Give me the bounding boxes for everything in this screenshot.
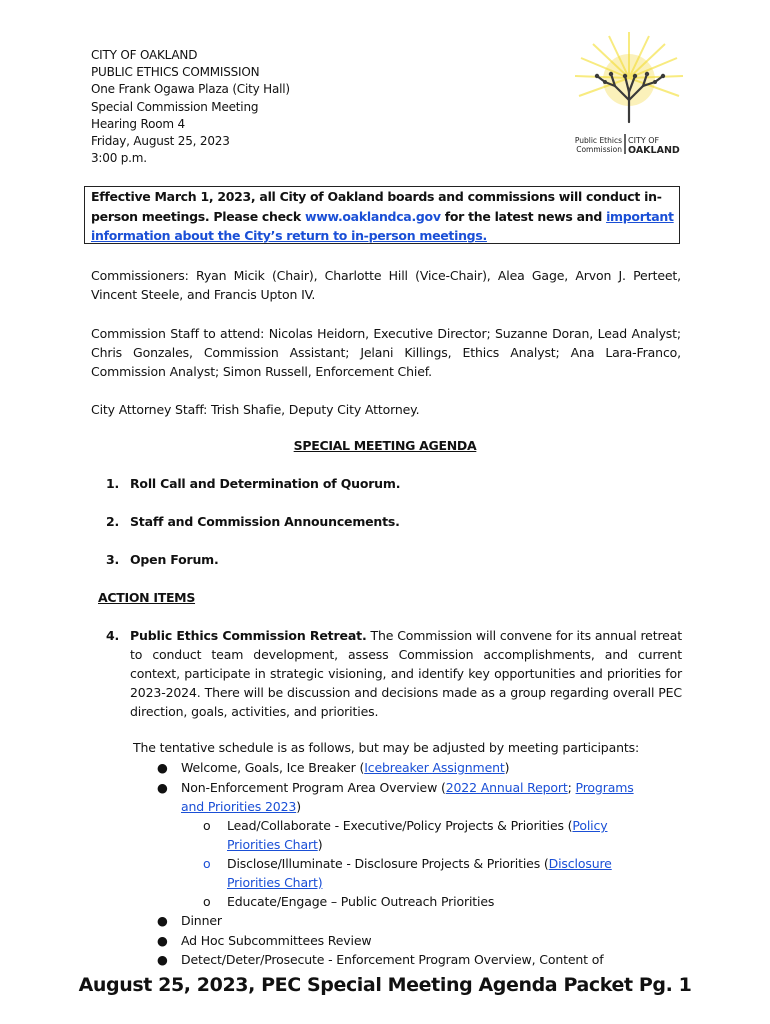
- sub-bullet-marker: o: [203, 894, 211, 909]
- sub-bullet-text: Educate/Engage – Public Outreach Priorities: [227, 894, 495, 909]
- item4-title: Public Ethics Commission Retreat.: [130, 628, 367, 643]
- programs-priorities-link[interactable]: Programs: [575, 780, 634, 795]
- agenda-item-4: [106, 626, 682, 721]
- oaklandca-link[interactable]: www.oaklandca.gov: [305, 208, 441, 224]
- bullet-welcome: [157, 759, 510, 778]
- sub-bullet-marker: o: [203, 856, 211, 871]
- oak-tree-sunburst-icon: [565, 30, 695, 160]
- sub-bullet-marker: o: [203, 818, 211, 833]
- bullet-text-end: ): [504, 760, 510, 775]
- header-date: Friday, August 25, 2023: [91, 134, 230, 149]
- disclosure-priorities-link[interactable]: Disclosure: [548, 856, 612, 871]
- policy-priorities-link-cont[interactable]: Priorities Chart: [227, 836, 318, 852]
- programs-priorities-link-cont[interactable]: and Priorities 2023: [181, 798, 297, 814]
- agenda-title: SPECIAL MEETING AGENDA: [293, 438, 477, 453]
- item-number: 4.: [106, 628, 120, 643]
- bullet-marker: ●: [157, 760, 168, 775]
- oakland-pec-logo: [565, 30, 695, 160]
- item-number: 2.: [106, 514, 120, 529]
- sub-bullet-text-end: ): [317, 836, 323, 852]
- header-commission: PUBLIC ETHICS COMMISSION: [91, 65, 260, 80]
- bullet-text: Welcome, Goals, Ice Breaker (: [181, 760, 365, 775]
- action-items-heading: ACTION ITEMS: [98, 590, 196, 605]
- meeting-header: [91, 47, 290, 167]
- schedule-intro: The tentative schedule is as follows, but may be adjusted by meeting participants:: [133, 740, 640, 755]
- icebreaker-assignment-link[interactable]: Icebreaker Assignment: [364, 760, 505, 775]
- header-room: Hearing Room 4: [91, 116, 185, 131]
- notice-text-2: for the latest news and: [440, 208, 607, 224]
- in-person-notice-box: [84, 186, 680, 244]
- sub-bullet-educate: [203, 893, 495, 912]
- attorney-paragraph: City Attorney Staff: Trish Shafie, Deputy City Attorney.: [91, 402, 420, 417]
- bullet-marker: ●: [157, 933, 168, 948]
- policy-priorities-link[interactable]: Policy: [572, 818, 608, 833]
- logo-text-public-ethics: Public Ethics: [574, 136, 622, 145]
- bullet-text: Detect/Deter/Prosecute - Enforcement Program Overview, Content of: [181, 952, 604, 967]
- item-number: 1.: [106, 476, 120, 491]
- sub-bullet-disclose: [203, 855, 612, 892]
- staff-paragraph: Commission Staff to attend: Nicolas Heidorn, Executive Director; Suzanne Doran, Lead Analyst; Chris Gonzales, Commission Assistant; Jelani Killings, Ethics Analyst; Ana Lara-Franco, Commission Analyst; Simon Russell, Enforcement Chief.: [91, 326, 681, 379]
- bullet-text: Non-Enforcement Program Area Overview (: [181, 780, 446, 795]
- bullet-marker: ●: [157, 952, 168, 967]
- notice-text-1: Effective March 1, 2023, all City of Oakland boards and commissions will conduct in-person meetings. Please check: [91, 189, 662, 224]
- item-label: Open Forum.: [130, 552, 219, 567]
- header-city: CITY OF OAKLAND: [91, 48, 198, 62]
- bullet-detect-deter: [157, 951, 604, 970]
- return-info-link[interactable]: important information about the City’s return to in-person meetings.: [91, 208, 674, 243]
- logo-text-oakland: OAKLAND: [628, 145, 680, 156]
- commissioners-paragraph: Commissioners: Ryan Micik (Chair), Charlotte Hill (Vice-Chair), Alea Gage, Arvon J. Perteet, Vincent Steele, and Francis Upton IV.: [91, 268, 681, 302]
- item-label: Roll Call and Determination of Quorum.: [130, 476, 401, 491]
- logo-text-city-of: CITY OF: [628, 136, 660, 145]
- bullet-dinner: [157, 912, 222, 931]
- bullet-ad-hoc: [157, 932, 372, 951]
- bullet-non-enforcement: [157, 779, 634, 816]
- bullet-text: Ad Hoc Subcommittees Review: [181, 933, 372, 948]
- sub-bullet-text: Disclose/Illuminate - Disclosure Projects & Priorities (: [227, 856, 549, 871]
- annual-report-link[interactable]: 2022 Annual Report: [445, 780, 568, 795]
- logo-text-commission: Commission: [576, 145, 622, 154]
- header-time: 3:00 p.m.: [91, 151, 147, 166]
- item4-description: The Commission will convene for its annual retreat to conduct team development, assess Commission accomplishments, and current context, participate in strategic visioning, and identify key opportunities and priorities for 2023-2024. There will be discussion and decisions made as a group regarding overall PEC direction, goals, activities, and priorities.: [130, 628, 682, 719]
- sub-bullet-text: Lead/Collaborate - Executive/Policy Projects & Priorities (: [227, 818, 573, 833]
- bullet-marker: ●: [157, 780, 168, 795]
- agenda-item-2: [106, 514, 400, 529]
- bullet-text: Dinner: [181, 913, 222, 928]
- bullet-text-end: ): [296, 798, 301, 814]
- disclosure-priorities-link-cont[interactable]: Priorities Chart): [227, 874, 323, 890]
- bullet-marker: ●: [157, 913, 168, 928]
- agenda-item-1: [106, 476, 400, 491]
- sub-bullet-lead-collaborate: [203, 817, 608, 854]
- header-meeting-type: Special Commission Meeting: [91, 99, 259, 114]
- bullet-separator: ;: [567, 780, 576, 795]
- page-footer: August 25, 2023, PEC Special Meeting Agenda Packet Pg. 1: [78, 974, 692, 996]
- header-address: One Frank Ogawa Plaza (City Hall): [91, 82, 290, 97]
- item-number: 3.: [106, 552, 120, 567]
- item-label: Staff and Commission Announcements.: [130, 514, 400, 529]
- agenda-item-3: [106, 552, 219, 567]
